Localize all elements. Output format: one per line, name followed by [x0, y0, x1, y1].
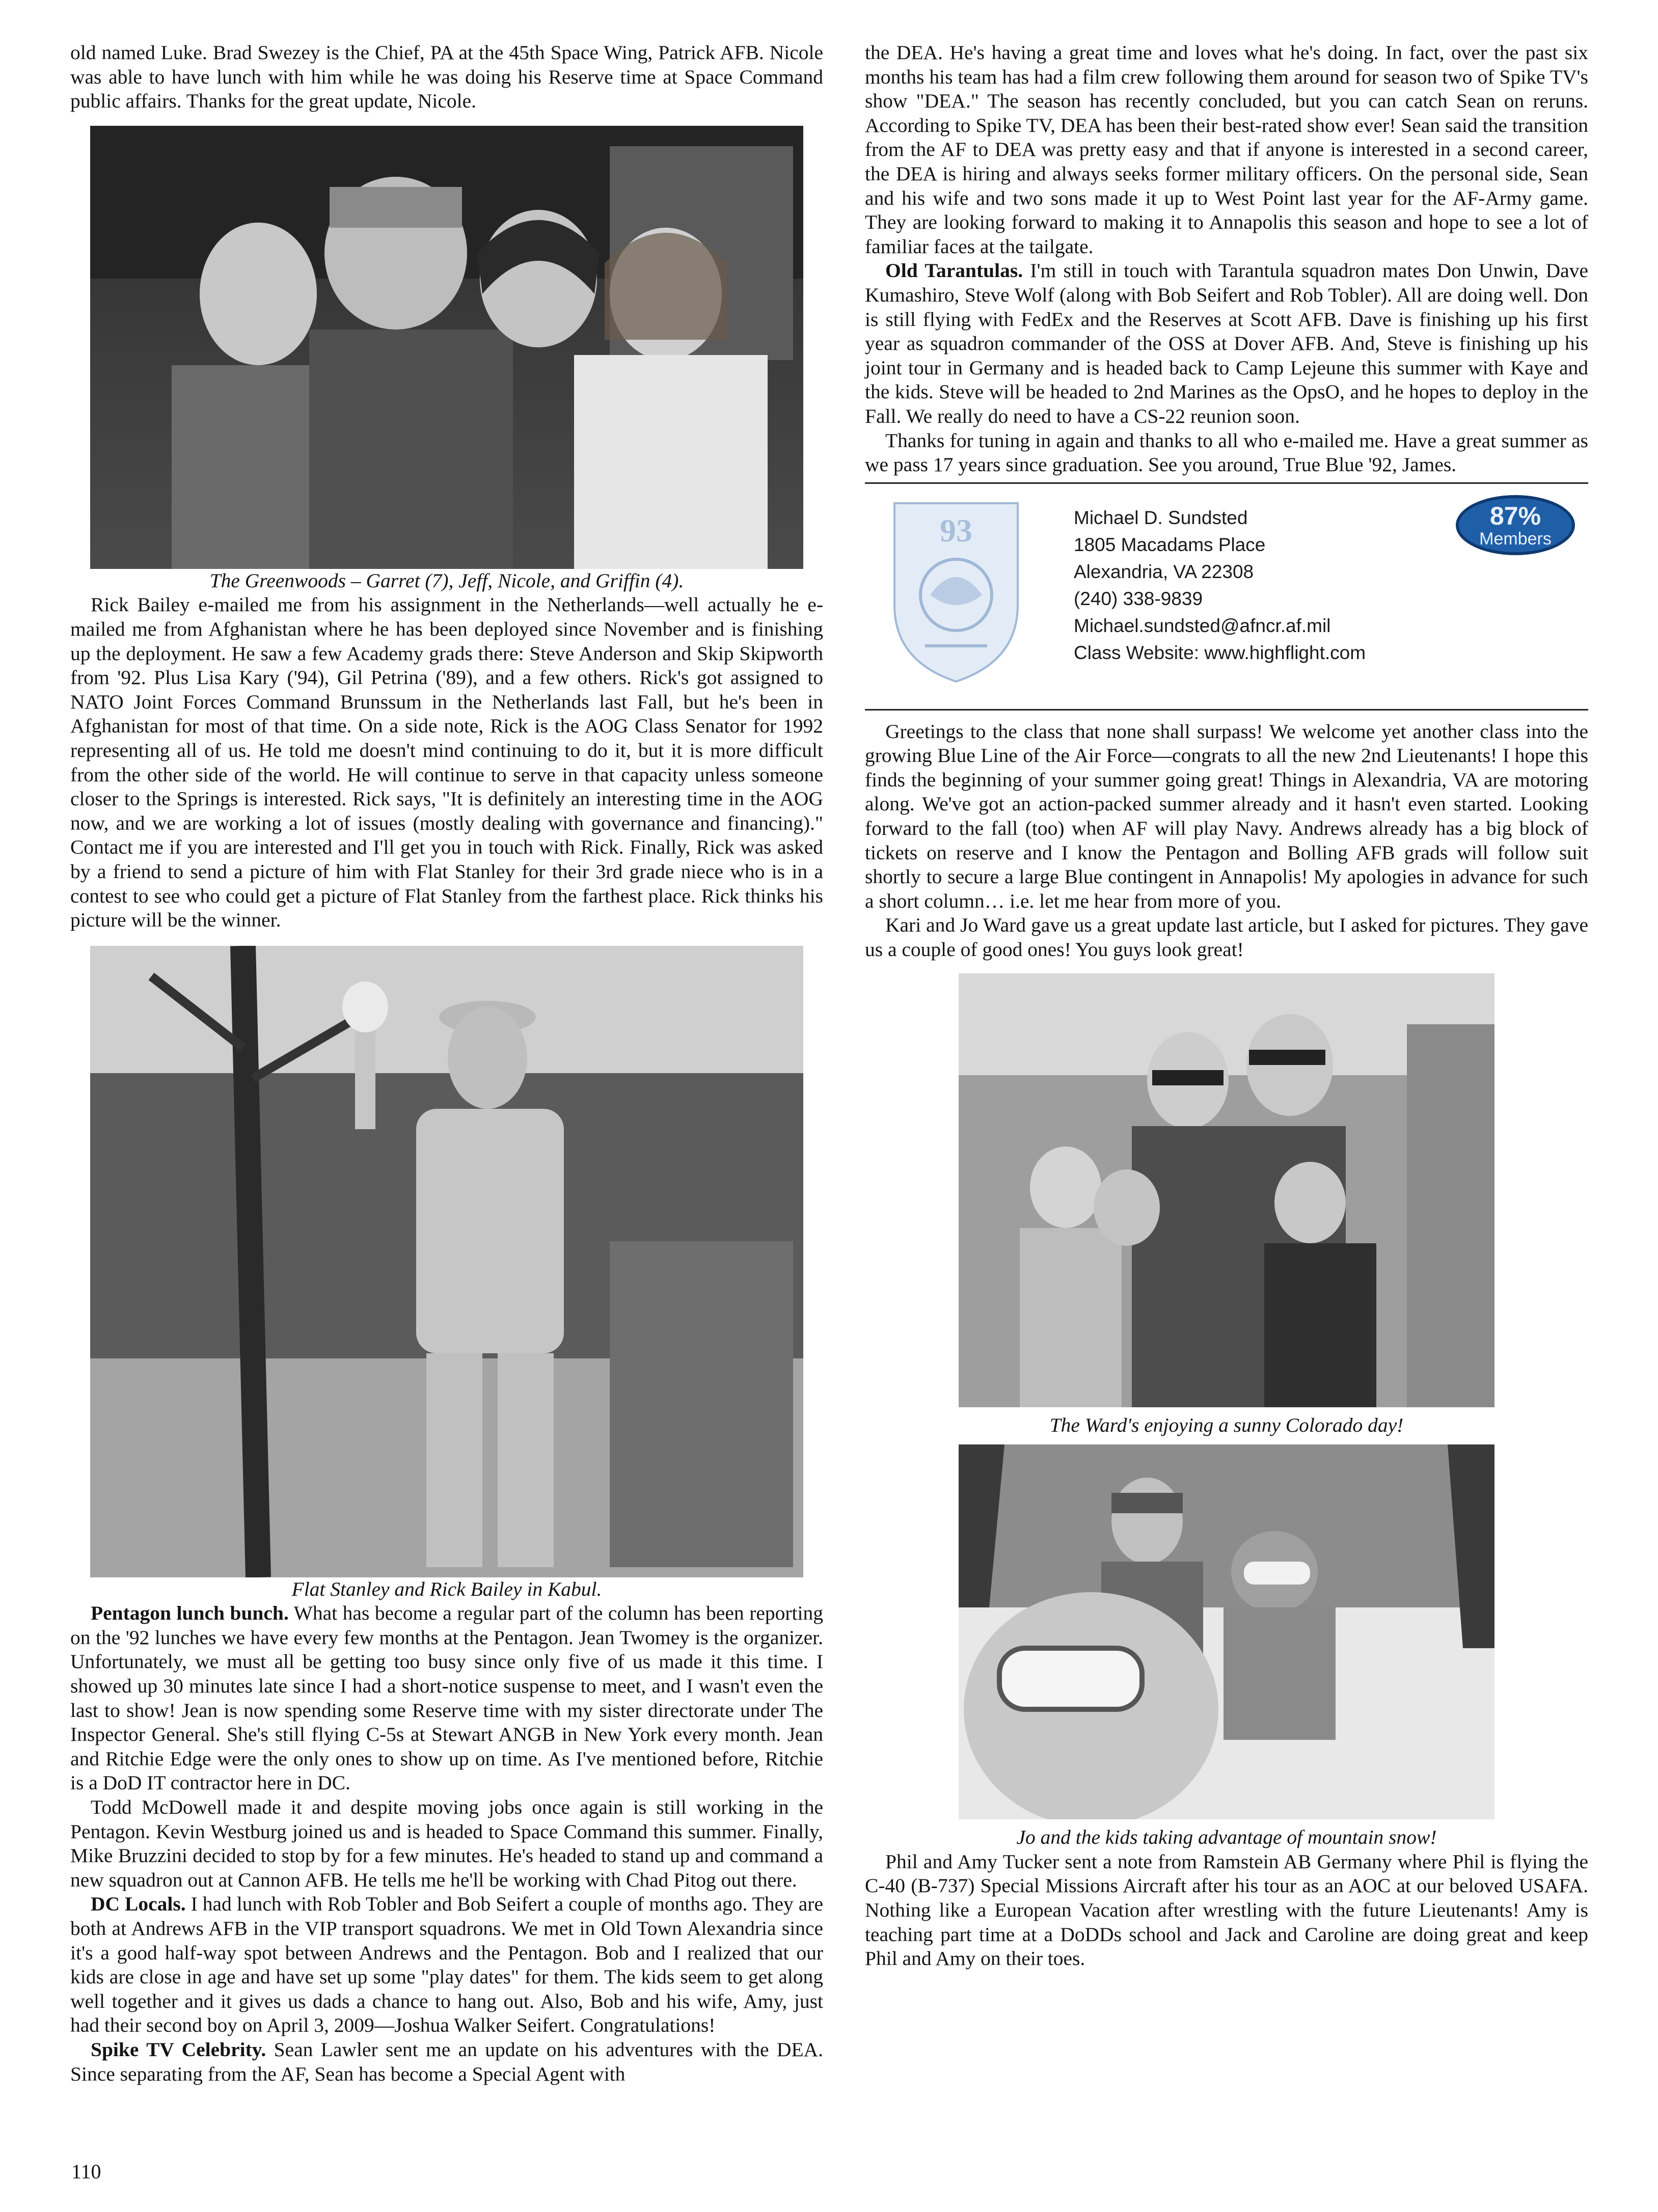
photo-caption: The Greenwoods – Garret (7), Jeff, Nicole, and Griffin (4).: [209, 569, 684, 592]
paragraph: Pentagon lunch bunch. What has become a regular part of the column has been reporting on the '92 lunches we have every few months at the Pentagon. Jean Twomey is the organizer. Unfortunately, we must all be getting too busy since only five of us made it this time. I showed up 30 minutes late since I had a short-notice suspense to meet, and I wasn't even the last to show! Jean is now spending some Reserve time with my sister directorate under The Inspector General. She's still flying C-5s at Stewart ANGB in New York every month. Jean and Ritchie Edge were the only ones to show up on time. As I've mentioned before, Ritchie is a DoD IT contractor here in DC.: [70, 1602, 823, 1794]
paragraph: Rick Bailey e-mailed me from his assignment in the Netherlands—well actually he e-mailed me from Afghanistan where he has been deployed since November and is finishing up the deployment. He saw a few Academy grads there: Steve Anderson and Skip Skipworth from '92. Plus Lisa Kary ('94), Gil Petrina ('89), and a few others. Rick's got assigned to NATO Joint Forces Command Brunssum in the Netherlands last Fall, but he's been in Afghanistan for most of that time. On a side note, Rick is the AOG Class Senator for 1992 representing all of us. He told me doesn't mind continuing to do it, but it is more difficult from the other side of the world. He will continue to serve in that capacity unless someone closer to the Springs is interested. Rick says, "It is definitely an interesting time in the AOG now, and we are working a lot of issues (mostly dealing with governance and financing)." Contact me if you are interested and I'll get you in touch with Rick. Finally, Rick was asked by a friend to send a picture of him with Flat Stanley for their 3rd grade niece who is in a contest to see who could get a picture of Flat Stanley from the farthest place. Rick thinks his picture will be the winner.: [70, 593, 823, 932]
flat-stanley-photo: [90, 946, 803, 1577]
section-heading: Pentagon lunch bunch.: [91, 1602, 289, 1625]
membership-badge: [1456, 495, 1575, 555]
paragraph: old named Luke. Brad Swezey is the Chief, PA at the 45th Space Wing, Patrick AFB. Nicole was able to have lunch with him while he was doing his Reserve time at Space Command public affairs. Thanks for the great update, Nicole.: [70, 41, 823, 113]
scribe-email: Michael.sundsted@afncr.af.mil: [1074, 615, 1331, 636]
svg-text:93: 93: [940, 512, 972, 549]
paragraph: Thanks for tuning in again and thanks to all who e-mailed me. Have a great summer as we pass 17 years since graduation. See you around, True Blue '92, James.: [865, 429, 1588, 476]
ski-photo: [959, 1444, 1494, 1819]
section-heading: Old Tarantulas.: [885, 259, 1023, 282]
section-divider: [865, 709, 1588, 711]
photo-caption: The Ward's enjoying a sunny Colorado day!: [1049, 1413, 1404, 1436]
paragraph: DC Locals. I had lunch with Rob Tobler and Bob Seifert a couple of months ago. They are both at Andrews AFB in the VIP transport squadrons. We met in Old Town Alexandria since it's a good half-way spot between Andrews and the Pentagon. Bob and I realized that our kids are close in age and have set up some "play dates" for them. The kids seem to get along well together and it gives us dads a chance to hang out. Also, Bob and his wife, Amy, just had their second boy on April 3, 2009—Joshua Walker Seifert. Congratulations!: [70, 1893, 823, 2037]
class-website: Class Website: www.highflight.com: [1074, 642, 1366, 663]
photo-caption: Jo and the kids taking advantage of mountain snow!: [1016, 1826, 1437, 1849]
ward-family-photo: [959, 973, 1494, 1407]
scribe-street: 1805 Macadams Place: [1074, 534, 1266, 555]
class-contact-box: [865, 484, 1588, 704]
paragraph: the DEA. He's having a great time and loves what he's doing. In fact, over the past six months his team has had a film crew following them around for season two of Spike TV's show "DEA." The season has recently concluded, but you can catch Sean on reruns. According to Spike TV, DEA has been their best-rated show ever! Sean said the transition from the AF to DEA was pretty easy and that if anyone is interested in a second career, the DEA is hiring and always seeks former military officers. On the personal side, Sean and his wife and two sons made it up to West Point last year for the AF-Army game. They are looking forward to making it to Annapolis this season and hope to see a lot of familiar faces at the tailgate.: [865, 41, 1588, 258]
paragraph: Todd McDowell made it and despite moving jobs once again is still working in the Pentagon. Kevin Westburg joined us and is headed to Space Command this summer. Finally, Mike Bruzzini decided to stop by for a few minutes. He's headed to stand up and command a new squadron out at Cannon AFB. He tells me he'll be working with Chad Pitog out there.: [70, 1796, 823, 1891]
page-number: 110: [71, 2160, 101, 2183]
greenwood-family-photo: [90, 126, 803, 569]
section-heading: DC Locals.: [91, 1893, 186, 1916]
membership-label: Members: [1479, 529, 1552, 549]
section-heading: Spike TV Celebrity.: [91, 2038, 266, 2061]
scribe-phone: (240) 338-9839: [1074, 588, 1203, 609]
scribe-name: Michael D. Sundsted: [1074, 507, 1248, 528]
paragraph: Kari and Jo Ward gave us a great update last article, but I asked for pictures. They gave us a couple of good ones! You guys look great!: [865, 914, 1588, 961]
paragraph: Phil and Amy Tucker sent a note from Ramstein AB Germany where Phil is flying the C-40 (B-737) Special Missions Aircraft after his tour as an AOC at our beloved USAFA. Nothing like a European Vacation after wrestling with the future Lieutenants! Amy is teaching part time at a DoDDs school and Jack and Caroline are doing great and keep Phil and Amy on their toes.: [865, 1850, 1588, 1970]
paragraph: Greetings to the class that none shall surpass! We welcome yet another class into the growing Blue Line of the Air Force—congrats to all the new 2nd Lieutenants! I hope this finds the beginning of your summer going great! Things in Alexandria, VA are motoring along. We've got an action-packed summer already and it hasn't even started. Looking forward to the fall (too) when AF will play Navy. Andrews already has a big block of tickets on reserve and I know the Pentagon and Bolling AFB grads will follow suit shortly to secure a large Blue contingent in Annapolis! My apologies in advance for such a short column… i.e. let me hear from more of you.: [865, 720, 1588, 912]
left-column: [70, 41, 823, 2086]
membership-percent: 87%: [1489, 501, 1541, 530]
paragraph: Old Tarantulas. I'm still in touch with Tarantula squadron mates Don Unwin, Dave Kumashiro, Steve Wolf (along with Bob Seifert and Rob Tobler). All are doing well. Don is still flying with FedEx and the Reserves at Scott AFB. Dave is finishing up his first year as squadron commander of the OSS at Dover AFB. And, Steve is finishing up his joint tour in Germany and is headed back to Camp Lejeune this summer with Kaye and the kids. Steve will be headed to 2nd Marines as the OpsO, and he hopes to deploy in the Fall. We really do need to have a CS-22 reunion soon.: [865, 259, 1588, 427]
class-crest-logo: [884, 493, 1028, 687]
class-contact-info: [1074, 504, 1366, 666]
paragraph: Spike TV Celebrity. Sean Lawler sent me an update on his adventures with the DEA. Since separating from the AF, Sean has become a Special Agent with: [70, 2038, 823, 2085]
right-column: [865, 41, 1588, 1971]
scribe-city: Alexandria, VA 22308: [1074, 561, 1254, 582]
photo-caption: Flat Stanley and Rick Bailey in Kabul.: [291, 1577, 602, 1600]
